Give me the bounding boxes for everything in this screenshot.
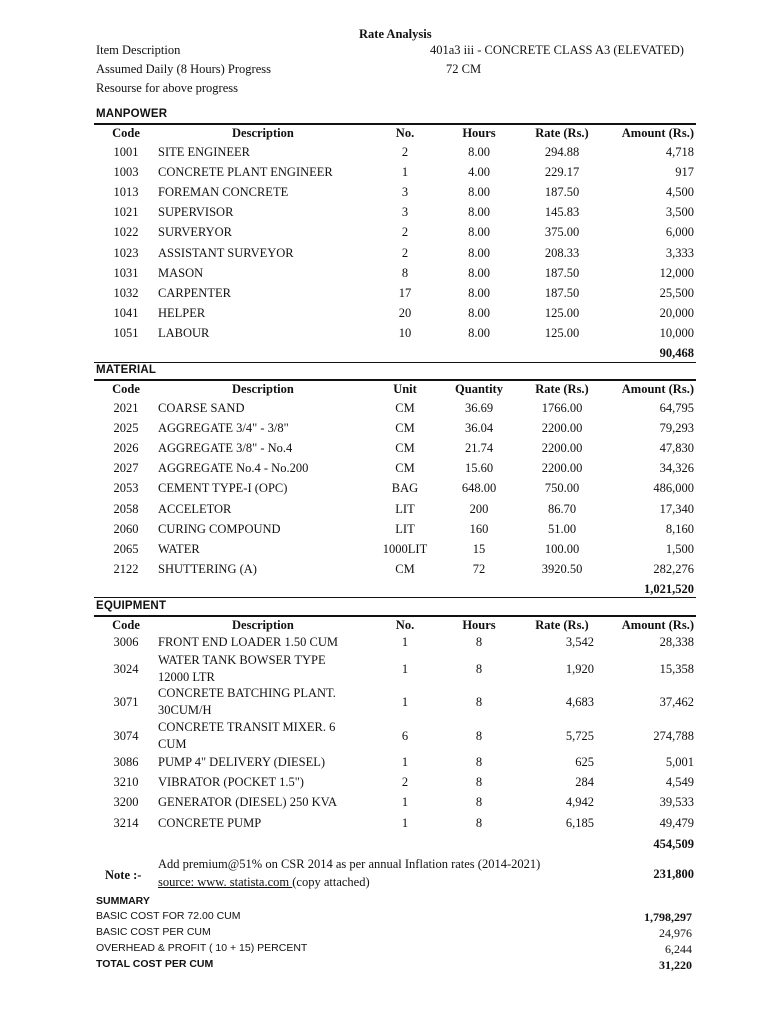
- table-cell: 4,549: [665, 775, 694, 789]
- table-cell: SHUTTERING (A): [158, 561, 257, 576]
- table-cell: 12000 LTR: [158, 670, 215, 684]
- table-cell: 3071: [113, 695, 139, 709]
- table-cell: 3006: [113, 635, 139, 649]
- table-cell: CONCRETE BATCHING PLANT.: [158, 686, 336, 700]
- table-cell: 21.74: [464, 441, 494, 456]
- table-cell: 1041: [113, 305, 139, 320]
- table-cell: SUPERVISOR: [158, 205, 234, 220]
- table-cell: 2: [401, 775, 409, 789]
- divider: [94, 597, 696, 598]
- col-header-description: Description: [232, 382, 294, 396]
- table-cell: 49,479: [659, 816, 694, 830]
- note-label: Note :-: [105, 868, 142, 882]
- table-cell: 8,160: [665, 521, 694, 536]
- table-cell: 750.00: [544, 481, 580, 496]
- table-cell: SITE ENGINEER: [158, 145, 250, 159]
- table-cell: 200: [469, 501, 489, 516]
- table-cell: 3210: [113, 775, 139, 789]
- table-cell: 3: [401, 205, 409, 220]
- table-cell: FRONT END LOADER 1.50 CUM: [158, 635, 338, 649]
- table-cell: 20: [398, 305, 412, 320]
- table-cell: 64,795: [659, 401, 694, 415]
- table-cell: 8: [475, 635, 483, 649]
- table-cell: 86.70: [547, 501, 577, 516]
- table-cell: 486,000: [653, 481, 694, 496]
- divider: [94, 123, 696, 125]
- table-cell: 1,920: [565, 662, 594, 676]
- col-header-description: Description: [232, 618, 294, 632]
- table-cell: 1013: [113, 185, 139, 200]
- note-source-link[interactable]: source: www. statista.com: [158, 875, 293, 889]
- table-cell: 3024: [113, 662, 139, 676]
- table-cell: ASSISTANT SURVEYOR: [158, 245, 294, 260]
- table-cell: 1: [401, 816, 409, 830]
- table-cell: 8.00: [468, 145, 490, 159]
- table-cell: 25,500: [659, 285, 694, 300]
- divider: [94, 615, 696, 617]
- table-cell: 1032: [113, 285, 139, 300]
- table-cell: 12,000: [659, 265, 694, 280]
- table-cell: 8: [475, 695, 483, 709]
- table-cell: 1031: [113, 265, 139, 280]
- item-description-label: Item Description: [96, 43, 181, 57]
- table-cell: 1000LIT: [382, 541, 428, 556]
- table-cell: 8: [475, 795, 483, 809]
- col-header-description: Description: [232, 126, 294, 140]
- table-cell: 145.83: [544, 205, 580, 220]
- table-cell: 294.88: [544, 145, 580, 159]
- table-cell: 2065: [113, 541, 139, 556]
- table-cell: 15,358: [659, 662, 694, 676]
- section-total: 454,509: [653, 837, 694, 851]
- section-equipment: EQUIPMENT: [96, 600, 167, 612]
- table-cell: CONCRETE TRANSIT MIXER. 6: [158, 720, 336, 734]
- table-cell: 3200: [113, 795, 139, 809]
- table-cell: CURING COMPOUND: [158, 521, 281, 536]
- summary-label: OVERHEAD & PROFIT ( 10 + 15) PERCENT: [96, 942, 308, 954]
- table-cell: WATER: [158, 541, 200, 556]
- table-cell: 8: [475, 662, 483, 676]
- table-cell: 3920.50: [541, 561, 583, 576]
- summary-label: BASIC COST FOR 72.00 CUM: [96, 910, 241, 922]
- table-cell: BAG: [391, 481, 419, 496]
- section-total: 90,468: [659, 346, 694, 360]
- table-cell: 375.00: [544, 225, 580, 240]
- table-cell: 2027: [113, 461, 139, 476]
- table-cell: 28,338: [659, 635, 694, 649]
- table-cell: 2: [401, 145, 409, 159]
- col-header-code: Code: [112, 618, 140, 632]
- table-cell: AGGREGATE 3/8" - No.4: [158, 441, 293, 456]
- table-cell: 30CUM/H: [158, 703, 212, 717]
- table-cell: 648.00: [461, 481, 497, 496]
- table-cell: 6: [401, 729, 409, 743]
- table-cell: SURVERYOR: [158, 225, 233, 240]
- table-cell: 187.50: [544, 185, 580, 200]
- table-cell: 8.00: [468, 185, 490, 200]
- table-cell: 1: [401, 662, 409, 676]
- table-cell: 8.00: [468, 225, 490, 240]
- table-cell: 1001: [113, 145, 139, 159]
- table-cell: 36.04: [464, 421, 494, 436]
- table-cell: 2200.00: [541, 441, 583, 456]
- table-cell: CM: [395, 421, 415, 436]
- col-header-amount: Amount (Rs.): [621, 618, 694, 632]
- table-cell: 1023: [113, 245, 139, 260]
- table-cell: 8.00: [468, 285, 490, 300]
- table-cell: 2021: [113, 401, 139, 415]
- table-cell: 1: [401, 755, 409, 769]
- table-cell: 10,000: [659, 325, 694, 340]
- table-cell: 8.00: [468, 265, 490, 280]
- table-cell: 8.00: [468, 305, 490, 320]
- table-cell: 2053: [113, 481, 139, 496]
- progress-label: Assumed Daily (8 Hours) Progress: [96, 62, 271, 76]
- table-cell: HELPER: [158, 305, 206, 320]
- table-cell: 4,942: [565, 795, 594, 809]
- table-cell: 2: [401, 245, 409, 260]
- table-cell: 274,788: [653, 729, 694, 743]
- table-cell: 10: [398, 325, 412, 340]
- table-cell: 72: [472, 561, 486, 576]
- table-cell: PUMP 4" DELIVERY (DIESEL): [158, 755, 326, 769]
- table-cell: 625: [575, 755, 594, 769]
- table-cell: 37,462: [659, 695, 694, 709]
- col-header-hours: Quantity: [455, 382, 503, 396]
- table-cell: 1: [401, 795, 409, 809]
- table-cell: 1003: [113, 165, 139, 180]
- table-cell: 6,000: [665, 225, 694, 240]
- table-cell: 3086: [113, 755, 139, 769]
- table-cell: 4.00: [468, 165, 490, 180]
- table-cell: LIT: [395, 501, 415, 516]
- table-cell: 917: [675, 165, 694, 180]
- table-cell: 39,533: [659, 795, 694, 809]
- table-cell: 8: [475, 755, 483, 769]
- table-cell: 3,333: [665, 245, 694, 260]
- table-cell: 187.50: [544, 265, 580, 280]
- table-cell: 15.60: [464, 461, 494, 476]
- col-header-code: Code: [112, 126, 140, 140]
- table-cell: 100.00: [544, 541, 580, 556]
- table-cell: 1051: [113, 325, 139, 340]
- table-cell: 4,500: [665, 185, 694, 200]
- section-total: 1,021,520: [644, 582, 694, 596]
- table-cell: CM: [395, 441, 415, 456]
- table-cell: 284: [575, 775, 594, 789]
- table-cell: 1,500: [665, 541, 694, 556]
- table-cell: 4,718: [665, 145, 694, 159]
- item-description-value: 401a3 iii - CONCRETE CLASS A3 (ELEVATED): [430, 43, 684, 57]
- table-cell: 125.00: [544, 325, 580, 340]
- summary-value: 1,798,297: [644, 910, 692, 924]
- table-cell: 2026: [113, 441, 139, 456]
- table-cell: 1: [401, 165, 409, 180]
- page-title: Rate Analysis: [359, 27, 432, 41]
- table-cell: 2025: [113, 421, 139, 436]
- table-cell: 2200.00: [541, 421, 583, 436]
- table-cell: 125.00: [544, 305, 580, 320]
- table-cell: 8.00: [468, 325, 490, 340]
- col-header-rate: Rate (Rs.): [535, 382, 589, 396]
- table-cell: 5,725: [565, 729, 594, 743]
- table-cell: 187.50: [544, 285, 580, 300]
- note-amount: 231,800: [653, 867, 694, 881]
- table-cell: VIBRATOR (POCKET 1.5"): [158, 775, 304, 789]
- table-cell: CUM: [158, 737, 187, 751]
- summary-value: 24,976: [659, 926, 692, 940]
- table-cell: 1021: [113, 205, 139, 220]
- table-cell: 20,000: [659, 305, 694, 320]
- col-header-qty: Unit: [393, 382, 417, 396]
- table-cell: 2200.00: [541, 461, 583, 476]
- progress-value: 72 CM: [446, 62, 482, 76]
- table-cell: LABOUR: [158, 325, 210, 340]
- table-cell: 6,185: [565, 816, 594, 830]
- col-header-amount: Amount (Rs.): [621, 382, 694, 396]
- table-cell: 229.17: [544, 165, 580, 180]
- summary-value: 31,220: [659, 958, 692, 972]
- divider: [94, 379, 696, 381]
- section-manpower: MANPOWER: [96, 108, 168, 120]
- table-cell: 4,683: [565, 695, 594, 709]
- table-cell: 3214: [113, 816, 139, 830]
- table-cell: CONCRETE PUMP: [158, 816, 262, 830]
- table-cell: CEMENT TYPE-I (OPC): [158, 481, 288, 496]
- table-cell: 17,340: [659, 501, 694, 516]
- table-cell: 3: [401, 185, 409, 200]
- divider: [94, 362, 696, 363]
- col-header-qty: No.: [395, 126, 415, 140]
- col-header-amount: Amount (Rs.): [621, 126, 694, 140]
- table-cell: LIT: [395, 521, 415, 536]
- table-cell: 1: [401, 695, 409, 709]
- table-cell: CONCRETE PLANT ENGINEER: [158, 165, 333, 180]
- table-cell: 79,293: [659, 421, 694, 436]
- table-cell: CM: [395, 401, 415, 415]
- col-header-hours: Hours: [462, 126, 496, 140]
- table-cell: AGGREGATE No.4 - No.200: [158, 461, 309, 476]
- summary-label: TOTAL COST PER CUM: [96, 958, 214, 970]
- table-cell: 8: [475, 816, 483, 830]
- table-cell: 15: [472, 541, 486, 556]
- table-cell: 282,276: [653, 561, 694, 576]
- table-cell: 34,326: [659, 461, 694, 476]
- table-cell: 47,830: [659, 441, 694, 456]
- table-cell: 17: [398, 285, 412, 300]
- table-cell: 1: [401, 635, 409, 649]
- table-cell: FOREMAN CONCRETE: [158, 185, 289, 200]
- summary-label: BASIC COST PER CUM: [96, 926, 211, 938]
- table-cell: 2: [401, 225, 409, 240]
- table-cell: 208.33: [544, 245, 580, 260]
- summary-heading: SUMMARY: [96, 895, 150, 907]
- col-header-code: Code: [112, 382, 140, 396]
- table-cell: 5,001: [665, 755, 694, 769]
- table-cell: 8: [475, 775, 483, 789]
- table-cell: 2058: [113, 501, 139, 516]
- note-source-rest: (copy attached): [292, 875, 370, 889]
- table-cell: MASON: [158, 265, 204, 280]
- table-cell: GENERATOR (DIESEL) 250 KVA: [158, 795, 338, 809]
- table-cell: CARPENTER: [158, 285, 231, 300]
- table-cell: 8.00: [468, 205, 490, 220]
- table-cell: 3,500: [665, 205, 694, 220]
- table-cell: 2060: [113, 521, 139, 536]
- col-header-rate: Rate (Rs.): [535, 618, 589, 632]
- table-cell: 1022: [113, 225, 139, 240]
- table-cell: ACCELETOR: [158, 501, 232, 516]
- note-line1: Add premium@51% on CSR 2014 as per annual Inflation rates (2014-2021): [158, 857, 541, 871]
- section-material: MATERIAL: [96, 364, 157, 376]
- col-header-hours: Hours: [462, 618, 496, 632]
- table-cell: CM: [395, 561, 415, 576]
- table-cell: 51.00: [547, 521, 577, 536]
- table-cell: 2122: [113, 561, 139, 576]
- col-header-rate: Rate (Rs.): [535, 126, 589, 140]
- table-cell: 8: [401, 265, 409, 280]
- table-cell: 36.69: [464, 401, 494, 415]
- table-cell: 3,542: [565, 635, 594, 649]
- table-cell: 3074: [113, 729, 139, 743]
- table-cell: CM: [395, 461, 415, 476]
- col-header-qty: No.: [395, 618, 415, 632]
- summary-value: 6,244: [665, 942, 692, 956]
- table-cell: WATER TANK BOWSER TYPE: [158, 653, 326, 667]
- table-cell: 1766.00: [541, 401, 583, 415]
- table-cell: AGGREGATE 3/4" - 3/8": [158, 421, 289, 436]
- resource-label: Resourse for above progress: [96, 81, 238, 95]
- table-cell: 8.00: [468, 245, 490, 260]
- table-cell: COARSE SAND: [158, 401, 245, 415]
- table-cell: 8: [475, 729, 483, 743]
- table-cell: 160: [469, 521, 489, 536]
